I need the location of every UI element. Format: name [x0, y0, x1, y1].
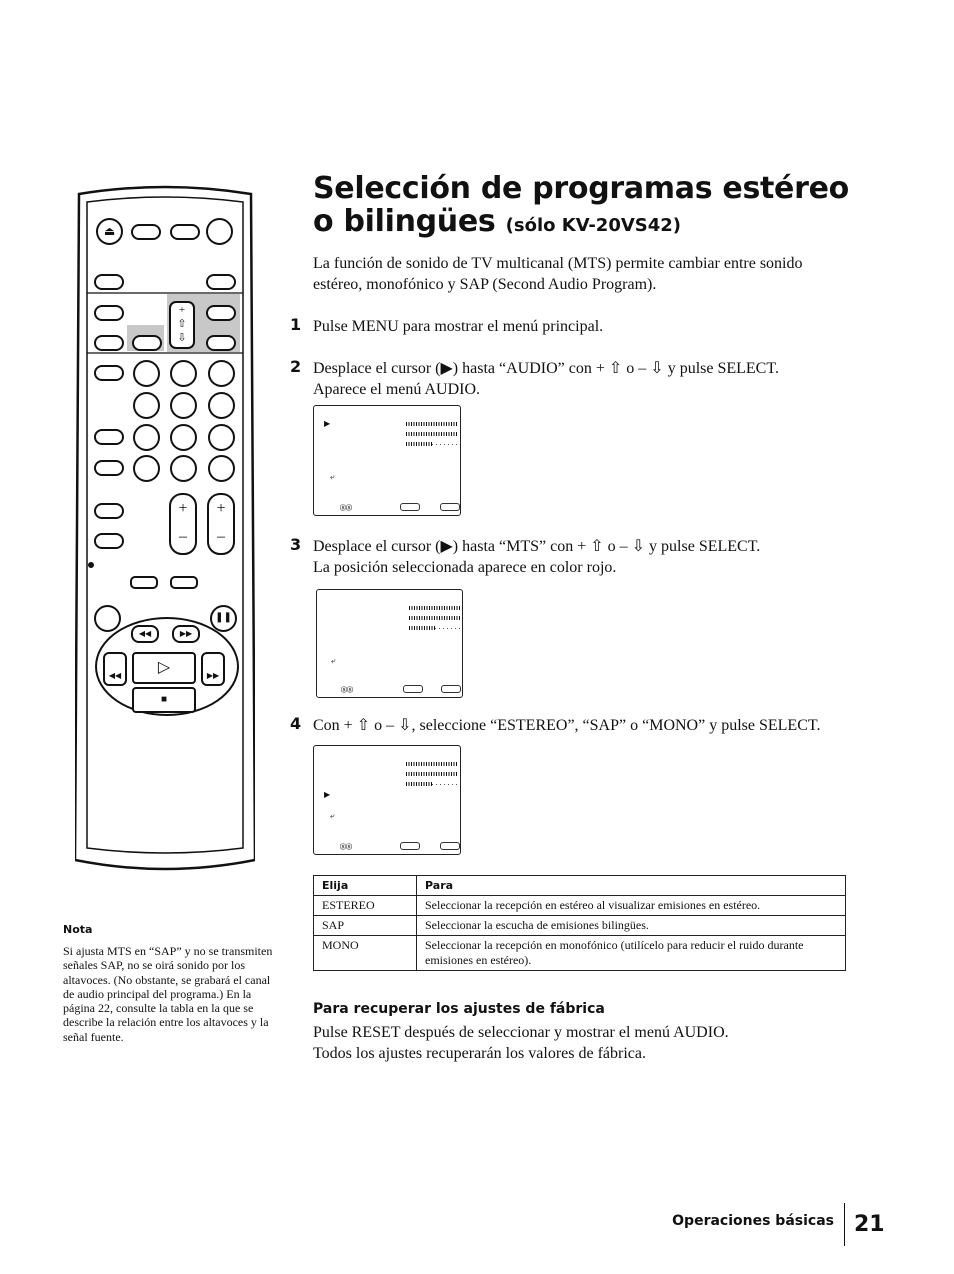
number-button	[133, 455, 160, 482]
note-text: Si ajusta MTS en “SAP” y no se transmiten señales SAP, no se oirá sonido por los altavoces. (No obstante, se grabará el canal de audio principal del programa.) En la página 22, consulte la tabla en la que se describe la relación entre los altavoces y la señal fuente.	[63, 944, 273, 1044]
record-dot-icon	[88, 562, 94, 568]
return-icon: ⤶	[331, 656, 336, 665]
step-text: Desplace el cursor (▶) hasta “MTS” con + ⇧ o – ⇩ y pulse SELECT.	[313, 538, 761, 555]
record-button-icon	[94, 605, 121, 632]
osd-pill	[403, 685, 423, 693]
play-icon: ▷	[132, 652, 196, 684]
table-row	[314, 936, 846, 971]
level-meter	[406, 442, 458, 446]
remote-button	[170, 224, 200, 240]
remote-button	[94, 460, 124, 476]
footer-divider	[844, 1203, 845, 1246]
power-button-icon	[206, 218, 233, 245]
number-button	[170, 392, 197, 419]
remote-button	[206, 335, 236, 351]
remote-button	[170, 576, 198, 589]
osd-pill	[400, 503, 420, 511]
step-number: 2	[290, 357, 302, 376]
osd-pill	[441, 685, 461, 693]
table-header-row	[314, 876, 846, 896]
table-cell: MONO	[314, 936, 417, 971]
cursor-icon: ▶	[324, 790, 331, 799]
step-number: 4	[290, 714, 302, 733]
number-button	[170, 360, 197, 387]
step-text: Con + ⇧ o – ⇩, seleccione “ESTEREO”, “SAP” o “MONO” y pulse SELECT.	[313, 717, 821, 734]
number-button	[170, 455, 197, 482]
channel-rocker-icon: + –	[207, 493, 235, 555]
remote-button	[94, 429, 124, 445]
osd-pill	[440, 842, 460, 850]
remote-control-illustration	[75, 180, 255, 872]
intro-paragraph: La función de sonido de TV multicanal (MTS) permite cambiar entre sonido estéreo, monofónico y SAP (Second Audio Program).	[313, 255, 803, 293]
title-main: Selección de programas estéreo o bilingües	[313, 171, 849, 239]
eject-icon: ⏏	[96, 218, 123, 245]
osd-pill	[440, 503, 460, 511]
page-title	[313, 172, 873, 242]
table-cell: Seleccionar la recepción en monofónico (utilícelo para reducir el ruido durante emisiones en estéreo).	[417, 936, 846, 971]
level-meter	[406, 782, 458, 786]
remote-button	[130, 576, 158, 589]
number-button	[170, 424, 197, 451]
reset-button	[94, 335, 124, 351]
number-button	[208, 392, 235, 419]
level-meter	[406, 422, 458, 426]
fast-forward-icon: ▶▶	[172, 625, 200, 643]
number-button	[133, 424, 160, 451]
osd-screen	[313, 405, 461, 516]
select-button	[132, 335, 162, 351]
cursor-icon: ▶	[324, 419, 331, 428]
table-header: Para	[417, 876, 846, 896]
remote-button	[94, 274, 124, 290]
options-table	[313, 875, 846, 971]
stop-icon: ■	[132, 687, 196, 713]
logo-icon: ⓈⓈ	[341, 687, 354, 694]
note-heading: Nota	[63, 923, 93, 936]
pause-icon: ❚❚	[210, 605, 237, 632]
number-button	[133, 392, 160, 419]
title-sub: (sólo KV-20VS42)	[505, 215, 682, 236]
level-meter	[406, 772, 458, 776]
footer-section: Operaciones básicas	[672, 1213, 834, 1229]
logo-icon: ⓈⓈ	[340, 505, 353, 512]
level-meter	[409, 606, 461, 610]
return-icon: ⤶	[330, 472, 335, 481]
up-down-arrow-icon: + ⇧ ⇩	[169, 301, 195, 349]
remote-button	[206, 305, 236, 321]
table-header: Elija	[314, 876, 417, 896]
return-icon: ⤶	[330, 811, 335, 820]
reset-line: Todos los ajustes recuperarán los valores de fábrica.	[313, 1045, 646, 1062]
remote-button	[94, 503, 124, 519]
page-number: 21	[854, 1212, 885, 1237]
remote-button	[206, 274, 236, 290]
logo-icon: ⓈⓈ	[340, 844, 353, 851]
level-meter	[409, 616, 461, 620]
level-meter	[406, 432, 458, 436]
reset-line: Pulse RESET después de seleccionar y mostrar el menú AUDIO.	[313, 1024, 729, 1041]
step-number: 3	[290, 535, 302, 554]
step-text: La posición seleccionada aparece en color rojo.	[313, 559, 617, 576]
table-cell: SAP	[314, 916, 417, 936]
number-button	[208, 424, 235, 451]
osd-screen	[313, 745, 461, 855]
table-cell: ESTEREO	[314, 896, 417, 916]
osd-screen	[316, 589, 463, 698]
step-text: Pulse MENU para mostrar el menú principal.	[313, 318, 604, 335]
step-text: Desplace el cursor (▶) hasta “AUDIO” con + ⇧ o – ⇩ y pulse SELECT.	[313, 360, 779, 377]
number-button	[133, 360, 160, 387]
table-cell: Seleccionar la recepción en estéreo al visualizar emisiones en estéreo.	[417, 896, 846, 916]
step-text: Aparece el menú AUDIO.	[313, 381, 481, 398]
menu-button	[94, 305, 124, 321]
level-meter	[406, 762, 458, 766]
step-number: 1	[290, 315, 302, 334]
osd-pill	[400, 842, 420, 850]
volume-rocker-icon: + –	[169, 493, 197, 555]
fast-forward-icon: ▶▶	[201, 652, 225, 686]
number-button	[208, 360, 235, 387]
remote-button	[131, 224, 161, 240]
table-cell: Seleccionar la escucha de emisiones bilingües.	[417, 916, 846, 936]
table-row	[314, 916, 846, 936]
rewind-icon: ◀◀	[131, 625, 159, 643]
number-button	[208, 455, 235, 482]
remote-button	[94, 533, 124, 549]
level-meter	[409, 626, 461, 630]
reset-heading: Para recuperar los ajustes de fábrica	[313, 1001, 605, 1017]
table-row	[314, 896, 846, 916]
remote-button	[94, 365, 124, 381]
rewind-icon: ◀◀	[103, 652, 127, 686]
